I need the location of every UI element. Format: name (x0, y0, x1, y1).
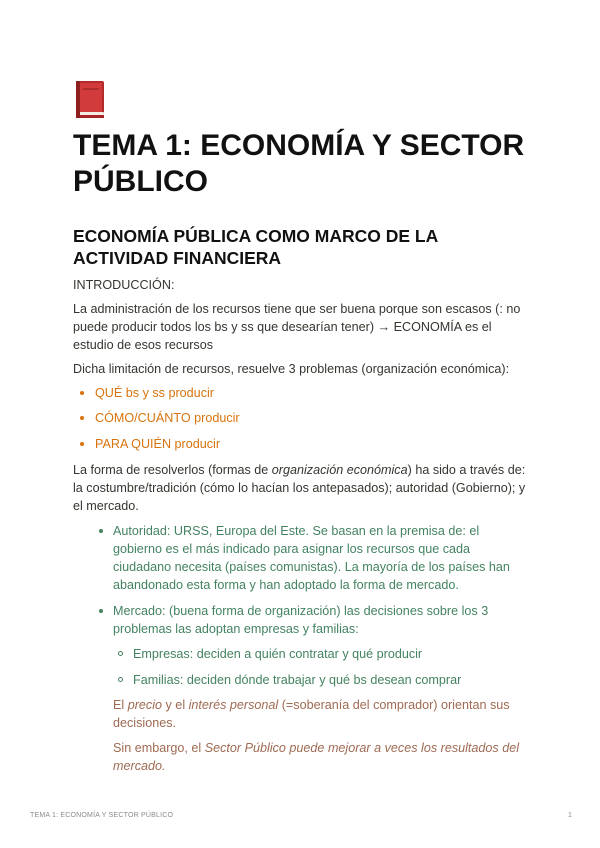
list-item: QUÉ bs y ss producir (95, 386, 214, 400)
para3-emphasis: organización económica (271, 463, 408, 477)
bullet-dot (80, 416, 84, 420)
paragraph-formas (73, 461, 528, 515)
paragraph-administracion: La administración de los recursos tiene que ser buena porque son escasos (: no puede producir todos los bs y ss que desearían tener) → ECONOMÍA es el estudio de esos recursos (73, 302, 521, 352)
list-item: PARA QUIÉN producir (95, 437, 221, 451)
section-heading: ECONOMÍA PÚBLICA COMO MARCO DE LA ACTIVIDAD FINANCIERA (73, 226, 438, 268)
note-precio (113, 696, 523, 732)
mercado-item: Mercado: (buena forma de organización) las decisiones sobre los 3 problemas las adoptan empresas y familias: (113, 604, 489, 636)
note1-c: (=soberanía del comprador) orientan sus decisiones. (113, 698, 510, 730)
note1-em1: precio (127, 698, 163, 712)
footer-title: TEMA 1: ECONOMÍA Y SECTOR PÚBLICO (30, 812, 174, 819)
bullet-dot (80, 391, 84, 395)
list-item: CÓMO/CUÁNTO producir (95, 411, 240, 425)
sub-list-item: Familias: deciden dónde trabajar y qué bs desean comprar (133, 673, 462, 687)
page-number: 1 (568, 812, 573, 819)
note2-em: Sector Público puede mejorar a veces los resultados del mercado. (113, 741, 520, 773)
bullet-dot (99, 529, 103, 533)
note2-a: Sin embargo, el (113, 741, 205, 755)
bullet-dot (99, 609, 103, 613)
red-book-icon (73, 79, 107, 121)
note-sector-publico (113, 739, 531, 775)
para3-before: La forma de resolverlos (formas de (73, 463, 272, 477)
sub-list-item: Empresas: deciden a quién contratar y qué producir (133, 647, 423, 661)
paragraph-limitacion: Dicha limitación de recursos, resuelve 3 problemas (organización económica): (73, 362, 510, 376)
note1-em2: interés personal (188, 698, 279, 712)
intro-label: INTRODUCCIÓN: (73, 278, 175, 292)
para3-after: ) ha sido a través de: la costumbre/tradición (cómo lo hacían los antepasados); autoridad (Gobierno); y el mercado. (73, 463, 526, 513)
bullet-dot (80, 442, 84, 446)
note1-b: y el (162, 698, 189, 712)
sub-bullet-circle (118, 651, 123, 656)
autoridad-item: Autoridad: URSS, Europa del Este. Se basan en la premisa de: el gobierno es el más indicado para asignar los recursos que cada ciudadano necesita (países comunistas). La mayoría de los países han abandonado esta forma y han adoptado la forma de mercado. (113, 524, 510, 592)
note1-a: El (113, 698, 128, 712)
page-title: TEMA 1: ECONOMÍA Y SECTOR PÚBLICO (73, 129, 525, 198)
sub-bullet-circle (118, 677, 123, 682)
